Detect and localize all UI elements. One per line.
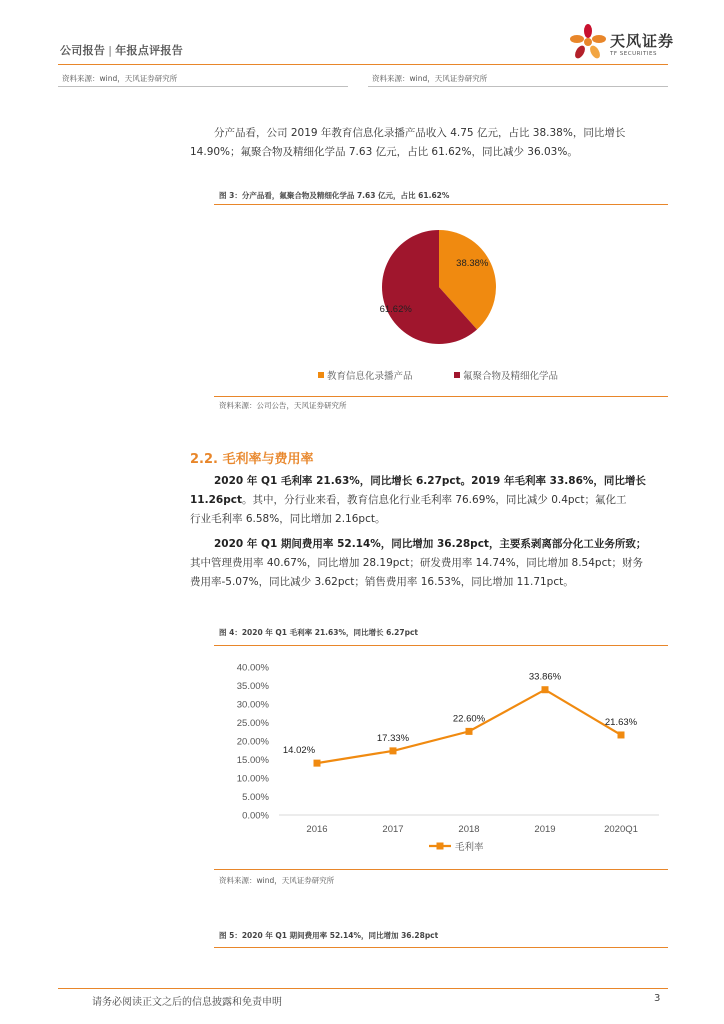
para2-line3: 行业毛利率 6.58%，同比增加 2.16pct。 <box>190 513 386 525</box>
figure4-bottom-rule <box>214 869 668 870</box>
source-divider-left <box>58 86 348 87</box>
y-tick-label-2: 10.00% <box>236 773 269 785</box>
y-tick-label-8: 40.00% <box>236 662 269 674</box>
figure4-source: 资料来源：wind，天风证券研究所 <box>219 876 335 885</box>
line-y-axis <box>237 663 270 822</box>
pie-legend <box>318 370 559 382</box>
line-legend <box>429 841 484 853</box>
pie-legend-swatch-0 <box>318 372 324 378</box>
para3-line2: 其中管理费用率 40.67%，同比增加 28.19pct；研发费用率 14.74%，同比增加 8.54pct；财务 <box>190 557 643 569</box>
paragraph-expense-ratio <box>190 535 668 592</box>
data-point-2 <box>466 728 473 735</box>
para2-line2-rest: 。其中，分行业来看，教育信息化行业毛利率 76.69%，同比减少 0.4pct；氟化工 <box>241 494 627 506</box>
line-chart <box>214 650 668 865</box>
para2-line2-bold: 11.26pct <box>190 494 242 506</box>
header-separator: | <box>108 44 113 57</box>
logo-flower-icon <box>568 22 608 62</box>
source-divider-right <box>368 86 668 87</box>
header-rule <box>58 64 668 65</box>
y-tick-label-1: 5.00% <box>242 792 269 803</box>
pie-legend-label-0: 教育信息化录播产品 <box>327 371 413 382</box>
data-label-1: 17.33% <box>376 732 410 744</box>
y-tick-label-0: 0.00% <box>242 810 269 822</box>
data-point-1 <box>390 747 397 754</box>
x-tick-label-0: 2016 <box>306 824 328 835</box>
footer-rule <box>58 988 668 989</box>
pie-legend-label-1: 氟聚合物及精细化学品 <box>463 371 559 382</box>
logo-en-text: TF SECURITIES <box>610 51 657 57</box>
pie-legend-swatch-1 <box>454 372 460 378</box>
y-tick-label-7: 35.00% <box>236 681 269 692</box>
para1-line1: 分产品看，公司 2019 年教育信息化录播产品收入 4.75 亿元，占比 38.38%，同比增长 <box>214 127 626 139</box>
figure3-bottom-rule <box>214 396 668 397</box>
x-tick-label-3: 2019 <box>534 824 556 835</box>
series-line-0 <box>317 690 621 763</box>
report-subcategory: 年报点评报告 <box>115 44 184 57</box>
y-tick-label-6: 30.00% <box>236 699 269 711</box>
section-heading-margin: 2.2. 毛利率与费用率 <box>190 452 314 467</box>
para3-line1-bold: 2020 年 Q1 期间费用率 52.14%，同比增加 36.28pct，主要系剥离部分化工业务所致； <box>214 538 647 550</box>
data-label-3: 33.86% <box>528 671 562 683</box>
para1-line2: 14.90%；氟聚合物及精细化学品 7.63 亿元，占比 61.62%，同比减少 36.03%。 <box>190 146 578 158</box>
page-number: 3 <box>654 993 661 1004</box>
data-label-0: 14.02% <box>282 745 316 757</box>
x-tick-label-2: 2018 <box>458 824 480 835</box>
y-tick-label-3: 15.00% <box>236 755 269 766</box>
figure3-top-rule <box>214 204 668 205</box>
pie-data-label-0: 38.38% <box>456 257 489 269</box>
para3-line3: 费用率-5.07%，同比减少 3.62pct；销售费用率 16.53%，同比增加 11.71pct。 <box>190 576 574 588</box>
pie-data-label-1: 61.62% <box>379 304 412 316</box>
data-point-0 <box>314 760 321 767</box>
paragraph-product-breakdown <box>190 124 668 162</box>
line-x-axis <box>279 815 659 835</box>
prev-figure-source-left: 资料来源：wind，天风证券研究所 <box>62 74 178 83</box>
para2-line1-bold: 2020 年 Q1 毛利率 21.63%，同比增长 6.27pct。2019 年毛利率 33.86%，同比增长 <box>214 475 646 487</box>
legend-label: 毛利率 <box>455 842 484 853</box>
figure5-caption: 图 5：2020 年 Q1 期间费用率 52.14%，同比增加 36.28pct <box>219 931 439 940</box>
y-tick-label-5: 25.00% <box>236 718 269 729</box>
report-category: 公司报告 <box>60 44 106 57</box>
pie-slices <box>379 230 496 344</box>
figure5-top-rule <box>214 947 668 948</box>
y-tick-label-4: 20.00% <box>236 736 269 748</box>
data-point-4 <box>618 731 625 738</box>
footer-disclaimer: 请务必阅读正文之后的信息披露和免责申明 <box>92 997 282 1008</box>
figure3-source: 资料来源：公司公告，天风证券研究所 <box>219 401 347 410</box>
data-label-2: 22.60% <box>452 713 486 725</box>
paragraph-gross-margin <box>190 472 668 529</box>
data-point-3 <box>542 686 549 693</box>
report-type-header <box>60 42 183 58</box>
x-tick-label-4: 2020Q1 <box>604 824 638 835</box>
figure3-caption: 图 3：分产品看，氟聚合物及精细化学品 7.63 亿元，占比 61.62% <box>219 191 450 200</box>
figure4-caption: 图 4：2020 年 Q1 毛利率 21.63%，同比增长 6.27pct <box>219 628 418 637</box>
line-series <box>314 686 625 766</box>
company-logo <box>568 22 678 62</box>
figure4-top-rule <box>214 645 668 646</box>
x-tick-label-1: 2017 <box>382 824 404 835</box>
legend-marker <box>437 843 444 850</box>
pie-chart <box>214 210 668 395</box>
prev-figure-source-right: 资料来源：wind，天风证券研究所 <box>372 74 488 83</box>
data-label-4: 21.63% <box>604 716 638 728</box>
logo-cn-text: 天风证券 <box>610 32 675 50</box>
